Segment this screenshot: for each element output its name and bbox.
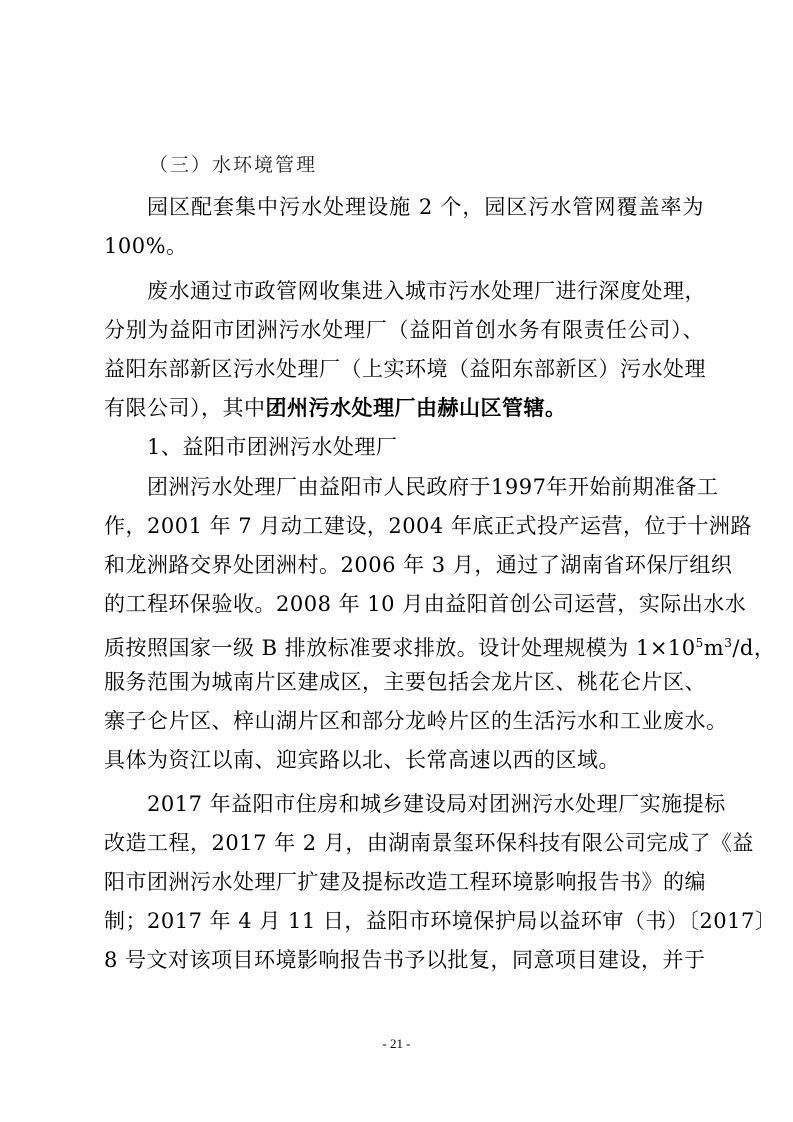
paragraph-text: /d，	[732, 636, 776, 660]
paragraph-line: 的工程环保验收。2008 年 10 月由益阳首创公司运营，实际出水水	[104, 592, 747, 616]
section-heading: （三）水环境管理	[149, 154, 318, 176]
paragraph-line: 100%。	[104, 234, 188, 258]
paragraph-line: 具体为资江以南、迎宾路以北、长常高速以西的区域。	[104, 748, 620, 772]
paragraph-text: 有限公司），其中	[104, 396, 266, 420]
formula-line	[104, 628, 776, 660]
superscript-text: 3	[724, 636, 733, 650]
paragraph-text: m	[703, 636, 725, 660]
paragraph-line: 8 号文对该项目环境影响报告书予以批复，同意项目建设，并于	[104, 948, 706, 972]
paragraph-line: 益阳东部新区污水处理厂（上实环境（益阳东部新区）污水处理	[104, 357, 706, 381]
subsection-heading: 1、益阳市团洲污水处理厂	[147, 435, 398, 459]
paragraph-line: 和龙洲路交界处团洲村。2006 年 3 月，通过了湖南省环保厅组织	[104, 553, 733, 577]
paragraph-line: 团洲污水处理厂由益阳市人民政府于1997年开始前期准备工	[147, 475, 719, 499]
paragraph-line: 制；2017 年 4 月 11 日，益阳市环境保护局以益环审（书）〔2017〕	[104, 909, 777, 933]
paragraph-line: 废水通过市政管网收集进入城市污水处理厂进行深度处理，	[147, 279, 706, 303]
paragraph-text: 质按照国家一级 B 排放标准要求排放。设计处理规模为 1×10	[104, 636, 696, 660]
paragraph-line: 改造工程，2017 年 2 月，由湖南景玺环保科技有限公司完成了《益	[104, 831, 754, 855]
bold-emphasis-text: 团州污水处理厂由赫山区管辖。	[265, 396, 567, 420]
paragraph-line: 阳市团洲污水处理厂扩建及提标改造工程环境影响报告书》的编	[104, 870, 706, 894]
paragraph-line: 服务范围为城南片区建成区，主要包括会龙片区、桃花仑片区、	[104, 670, 706, 694]
superscript-text: 5	[695, 636, 704, 650]
page-number: - 21 -	[382, 1036, 411, 1051]
paragraph-line: 2017 年益阳市住房和城乡建设局对团洲污水处理厂实施提标	[147, 792, 726, 816]
paragraph-line	[104, 393, 704, 423]
paragraph-line: 分别为益阳市团洲污水处理厂（益阳首创水务有限责任公司）、	[104, 318, 704, 342]
paragraph-line: 作，2001 年 7 月动工建设，2004 年底正式投产运营，位于十洲路	[104, 514, 752, 538]
paragraph-line: 寨子仑片区、梓山湖片区和部分龙岭片区的生活污水和工业废水。	[104, 709, 728, 733]
paragraph-line: 园区配套集中污水处理设施 2 个，园区污水管网覆盖率为	[147, 195, 704, 219]
